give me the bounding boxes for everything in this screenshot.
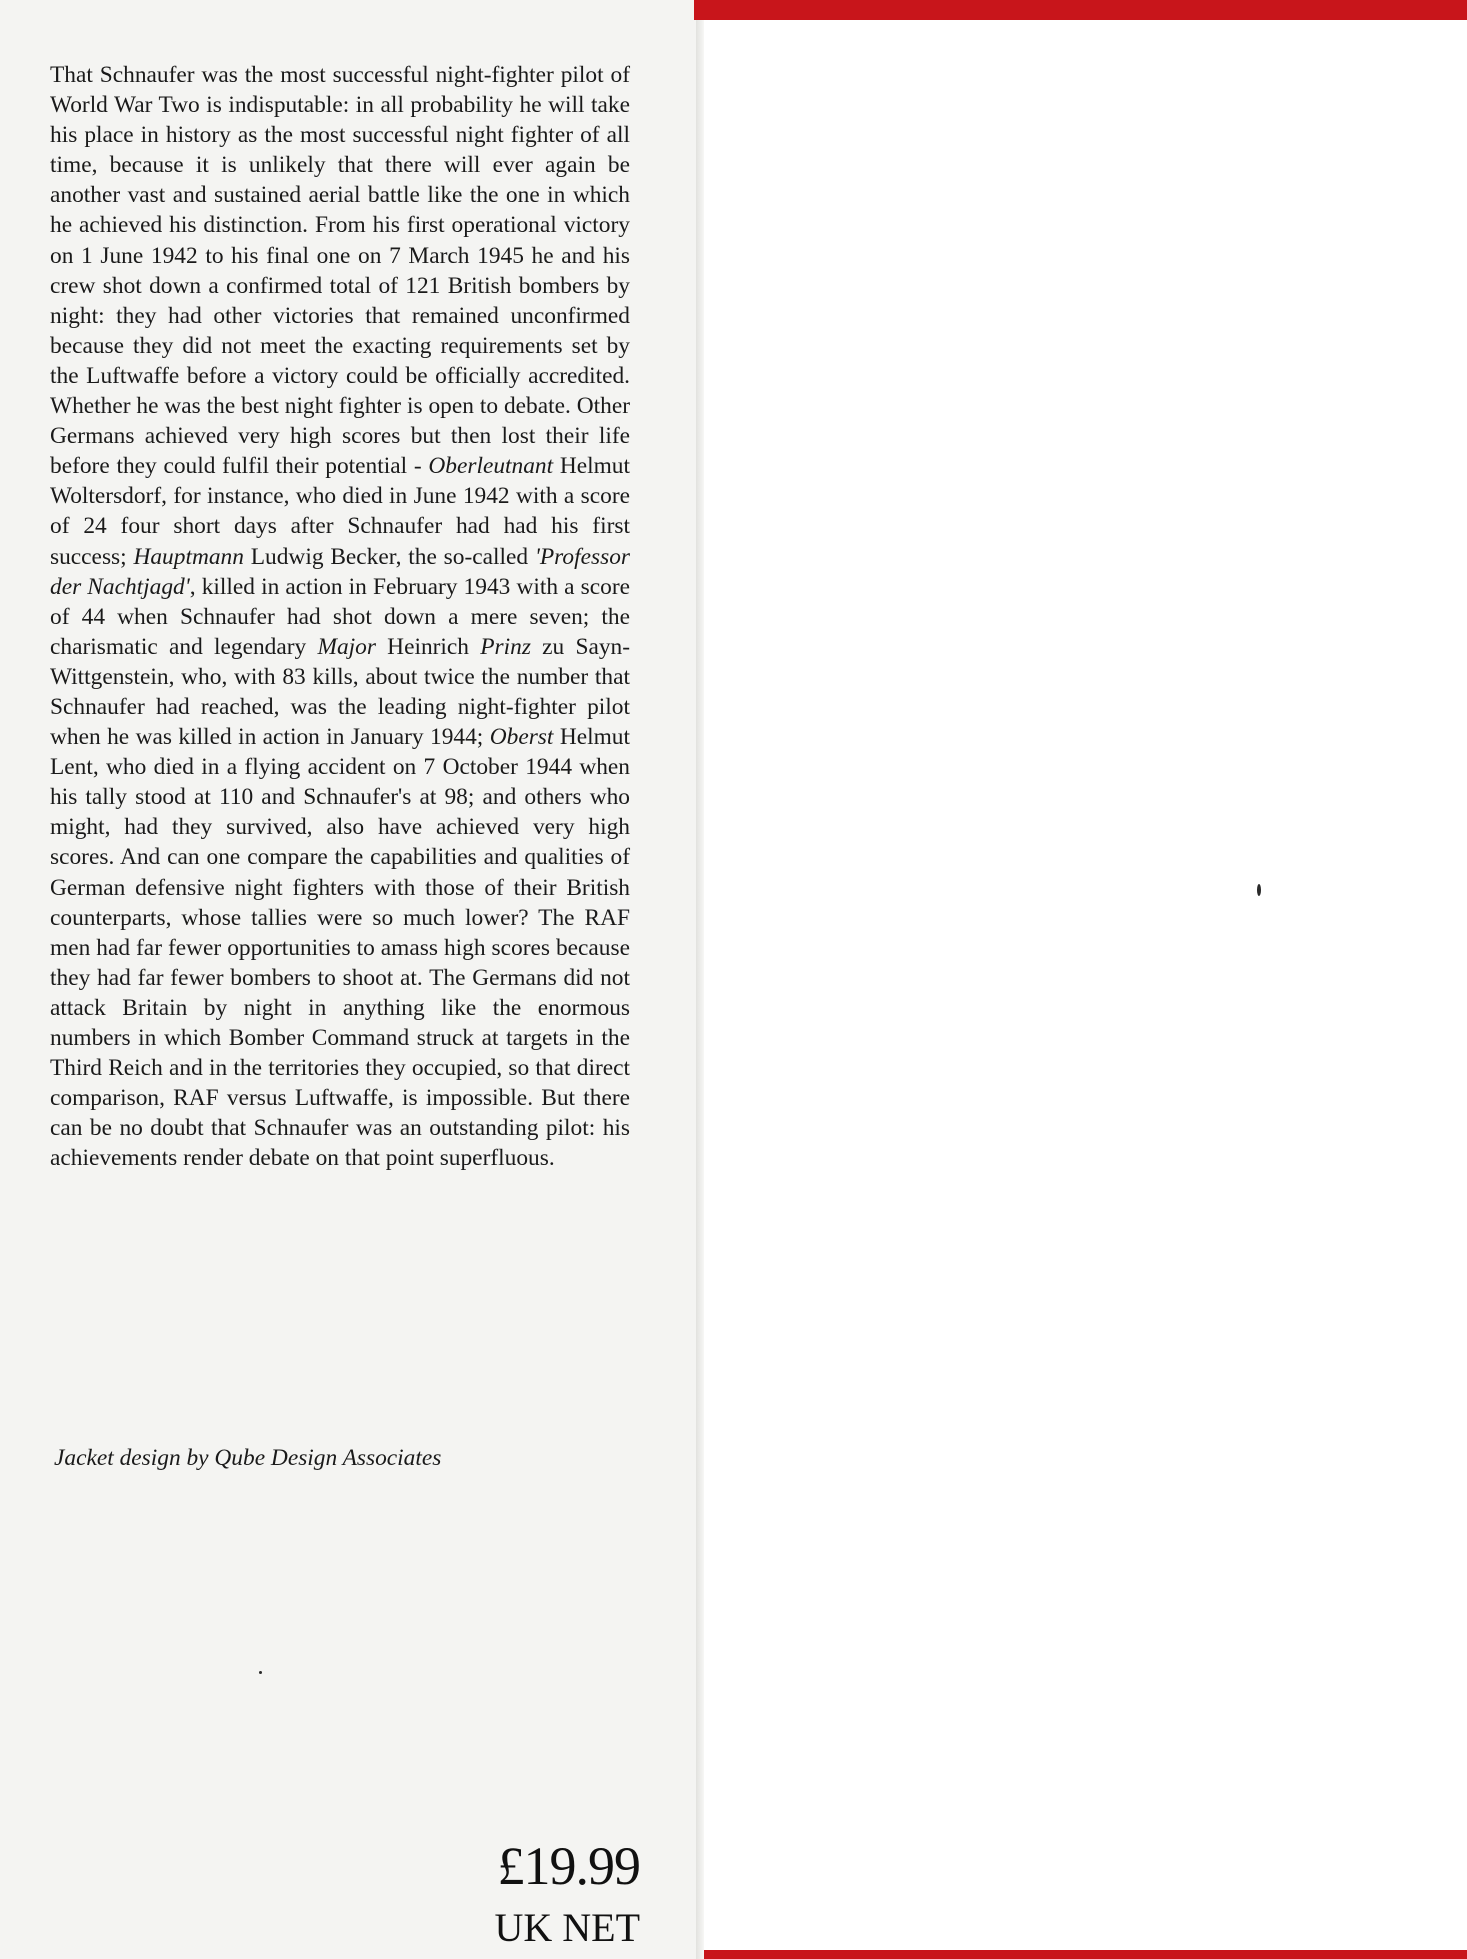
back-cover-panel — [704, 0, 1467, 1959]
red-border-top — [694, 0, 1467, 20]
flap-fold-edge — [696, 0, 704, 1959]
print-speck — [259, 1671, 262, 1674]
blurb-segment: , killed in action in February 1943 with a score of 44 when Schnaufer had shot down a mere seven; the charismatic and legendary — [50, 573, 630, 660]
jacket-design-credit: Jacket design by Qube Design Associates — [54, 1445, 442, 1471]
blurb-paragraph — [50, 60, 630, 1173]
blurb-segment: Ludwig Becker, the so-called — [243, 543, 535, 570]
blurb-segment: Helmut Lent, who died in a flying accident on 7 October 1944 when his tally stood at 110 and Schnaufer's at 98; and others who might, had they survived, also have achieved very high scores. And can one compare the capabilities and qualities of German defensive night fighters with those of their British counterparts, whose tallies were so much lower? The RAF men had far fewer opportunities to amass high scores because they had far fewer bombers to shoot at. The Germans did not attack Britain by night in anything like the enormous numbers in which Bomber Command struck at targets in the Third Reich and in the territories they occupied, so that direct comparison, RAF versus Luftwaffe, is impossible. But there can be no doubt that Schnaufer was an outstanding pilot: his achievements render debate on that point superfluous. — [50, 724, 631, 1172]
blurb-segment: That Schnaufer was the most successful night-fighter pilot of World War Two is indisputable: in all probability he will take his place in history as the most successful night fighter of all time, because it is unlikely that there will ever again be another vast and sustained aerial battle like the one in which he achieved his distinction. From his first operational victory on 1 June 1942 to his final one on 7 March 1945 he and his crew shot down a confirmed total of 121 British bombers by night: they had other victories that remained unconfirmed because they did not meet the exacting requirements set by the Luftwaffe before a victory could be officially accredited. Whether he was the best night fighter is open to debate. Other Germans achieved very high scores but then lost their life before they could fulfil their potential - — [50, 62, 630, 480]
blurb-segment-italic: Hauptmann — [133, 543, 244, 570]
print-speck — [1257, 884, 1261, 896]
blurb-segment-italic: Major — [317, 633, 376, 660]
red-border-bottom — [704, 1950, 1467, 1959]
price-note: UK NET — [494, 1905, 640, 1950]
blurb-segment-italic: 'Professor der Nachtjagd' — [50, 543, 630, 600]
price-block — [420, 1835, 640, 1953]
blurb-segment-italic: Oberst — [489, 724, 554, 751]
blurb-segment: Heinrich — [375, 633, 481, 660]
blurb-segment: zu Sayn-Wittgenstein, who, with 83 kills, about twice the number that Schnaufer had reached, was the leading night-fighter pilot when he was killed in action in January 1944; — [50, 633, 631, 751]
blurb-segment-italic: Oberleutnant — [428, 453, 554, 480]
price: £19.99 — [497, 1836, 640, 1896]
blurb-segment: Helmut Woltersdorf, for instance, who died in June 1942 with a score of 24 four short days after Schnaufer had had his first success; — [50, 453, 631, 570]
blurb-segment-italic: Prinz — [480, 633, 531, 660]
